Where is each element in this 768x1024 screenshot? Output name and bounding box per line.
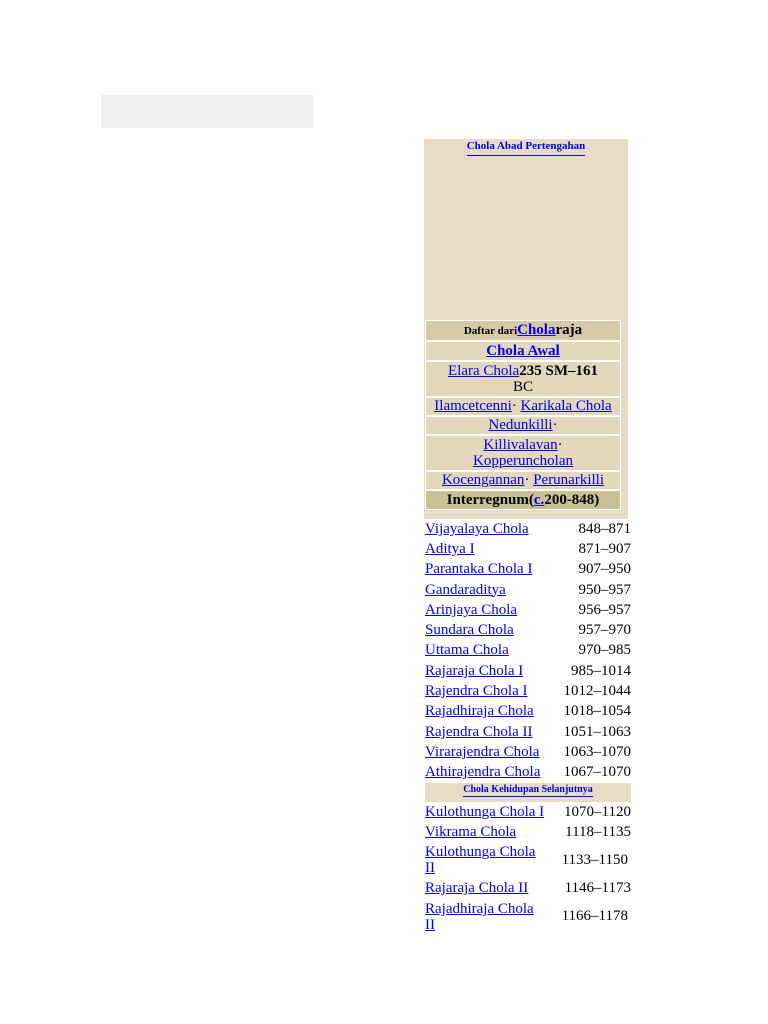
ilamcetcenni-link[interactable]: Ilamcetcenni [434, 398, 512, 414]
kings-list [425, 519, 631, 935]
king-link[interactable]: Gandaraditya [425, 581, 506, 598]
reign-years: 1166–1178 [561, 908, 628, 925]
separator-dot: · [511, 398, 517, 414]
list-item [425, 580, 631, 600]
reign-years: 1118–1135 [565, 823, 631, 840]
king-link[interactable]: Vijayalaya Chola [425, 520, 529, 537]
list-item [425, 560, 631, 580]
king-link[interactable]: Uttama Chola [425, 642, 509, 659]
list-item [425, 661, 631, 681]
heading-chola-link[interactable]: Chola [517, 322, 556, 338]
early-chola-link[interactable]: Chola Awal [486, 343, 560, 359]
killivalavan-link[interactable]: Killivalavan [483, 437, 558, 453]
king-link[interactable]: Athirajendra Chola [425, 764, 541, 781]
list-item [425, 802, 631, 822]
reign-years: 970–985 [578, 642, 631, 659]
reign-years: 1067–1070 [563, 764, 631, 781]
list-item [425, 822, 631, 842]
kocengannan-row [426, 472, 620, 491]
king-link[interactable]: Vikrama Chola [425, 823, 517, 840]
reign-years: 956–957 [578, 601, 631, 618]
reign-years: 1012–1044 [563, 683, 631, 700]
heading-suffix: raja [555, 322, 583, 338]
king-link[interactable]: Arinjaya Chola [425, 601, 518, 618]
kocengannan-link[interactable]: Kocengannan [441, 472, 525, 488]
separator-dot: · [524, 472, 530, 488]
separator-dot: · [552, 417, 558, 433]
king-link[interactable]: Rajadhiraja Chola II [425, 900, 534, 933]
list-item [425, 722, 631, 742]
early-chola-table [425, 320, 621, 510]
reign-years: 1063–1070 [563, 743, 631, 760]
reign-years: 848–871 [578, 520, 631, 537]
king-link[interactable]: Kulothunga Chola II [425, 844, 536, 877]
perunarkilli-link[interactable]: Perunarkilli [533, 472, 605, 488]
killivalavan-row [426, 436, 620, 472]
nedunkilli-row [426, 417, 620, 436]
separator-dot: · [557, 437, 563, 453]
list-item [425, 620, 631, 640]
kopperuncholan-link[interactable]: Kopperuncholan [473, 453, 573, 469]
king-link[interactable]: Rajendra Chola I [425, 683, 528, 700]
reign-years: 1070–1120 [564, 803, 631, 820]
elara-years: 235 SM–161 [519, 363, 598, 379]
list-item [425, 742, 631, 762]
heading-prefix: Daftar dari [463, 325, 518, 337]
interregnum-suffix: 200-848) [544, 492, 600, 508]
reign-years: 950–957 [578, 581, 631, 598]
list-item [425, 641, 631, 661]
king-link[interactable]: Rajaraja Chola II [425, 880, 529, 897]
list-item [425, 899, 631, 935]
reign-years: 907–950 [578, 561, 631, 578]
later-chola-link[interactable]: Chola Kehidupan Selanjutnya [463, 783, 593, 795]
list-item [425, 842, 631, 878]
table-heading [426, 321, 620, 342]
list-item [425, 878, 631, 898]
king-link[interactable]: Virarajendra Chola [425, 743, 540, 760]
king-link[interactable]: Rajendra Chola II [425, 723, 533, 740]
reign-years: 1133–1150 [561, 851, 628, 868]
interregnum-row [426, 491, 620, 509]
later-chola-heading [425, 783, 631, 802]
panel-title [424, 139, 628, 156]
king-link[interactable]: Kulothunga Chola I [425, 803, 545, 820]
nedunkilli-link[interactable]: Nedunkilli [488, 417, 553, 433]
elara-chola-link[interactable]: Elara Chola [448, 363, 520, 379]
circa-link[interactable]: c. [533, 492, 545, 508]
interregnum-prefix: Interregnum( [446, 492, 534, 508]
reign-years: 1051–1063 [563, 723, 631, 740]
panel-title-link[interactable]: Chola Abad Pertengahan [467, 139, 586, 156]
list-item [425, 539, 631, 559]
king-link[interactable]: Sundara Chola [425, 622, 514, 639]
list-item [425, 763, 631, 783]
king-link[interactable]: Rajaraja Chola I [425, 662, 524, 679]
list-item [425, 702, 631, 722]
list-item [425, 681, 631, 701]
list-item [425, 519, 631, 539]
reign-years: 871–907 [578, 540, 631, 557]
elara-bc: BC [512, 379, 533, 395]
reign-years: 1018–1054 [563, 703, 631, 720]
reign-years: 985–1014 [571, 662, 631, 679]
reign-years: 957–970 [578, 622, 631, 639]
ilam-karikala-row [426, 398, 620, 417]
king-link[interactable]: Rajadhiraja Chola [425, 703, 534, 720]
king-link[interactable]: Parantaka Chola I [425, 561, 533, 578]
king-link[interactable]: Aditya I [425, 540, 475, 557]
karikala-chola-link[interactable]: Karikala Chola [520, 398, 612, 414]
early-chola-band [426, 342, 620, 362]
grey-placeholder-box [101, 95, 314, 128]
list-item [425, 600, 631, 620]
reign-years: 1146–1173 [564, 880, 631, 897]
elara-row [426, 362, 620, 398]
